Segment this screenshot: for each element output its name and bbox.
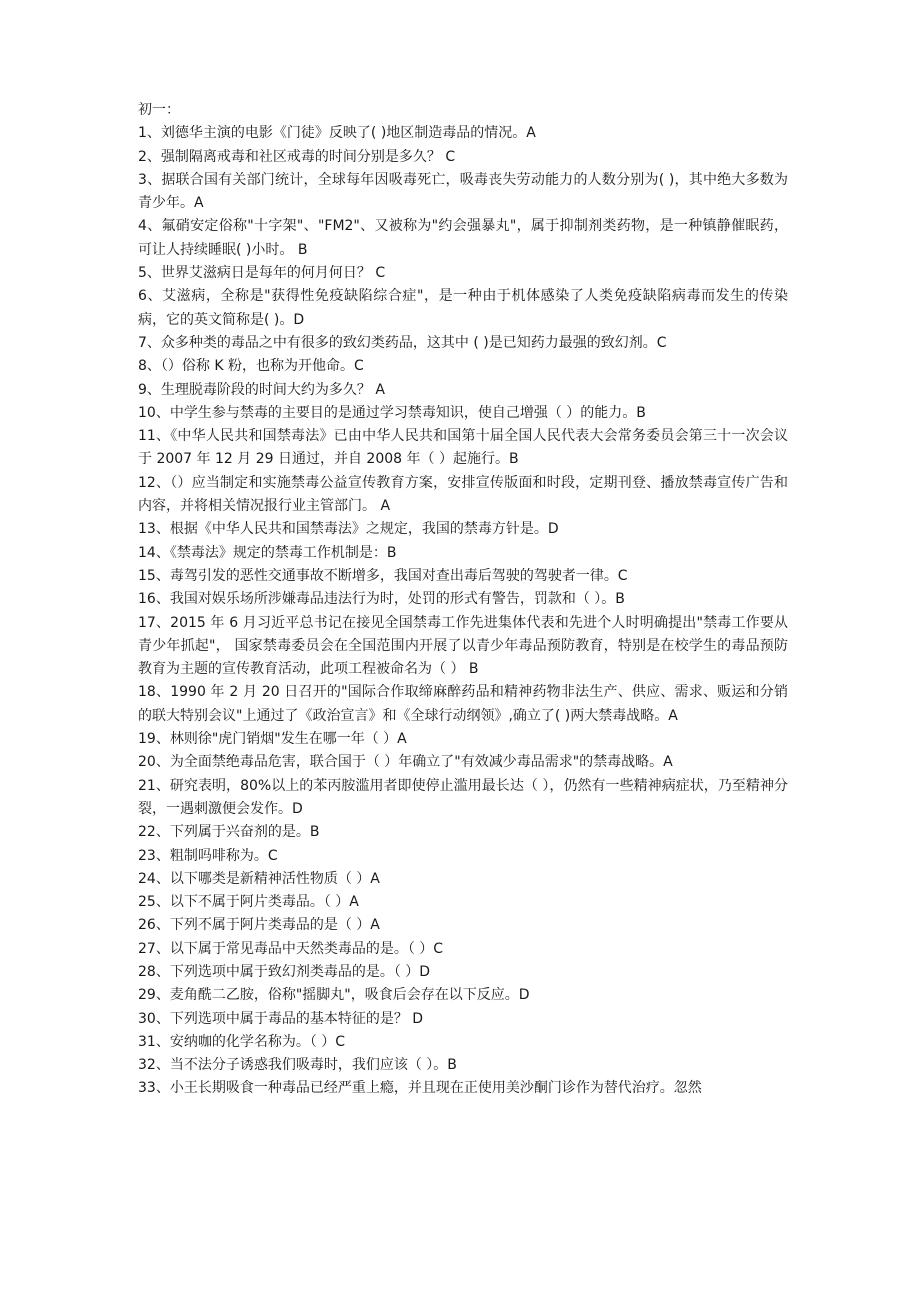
- question-18: 18、1990 年 2 月 20 日召开的"国际合作取缔麻醉药品和精神药物非法生产、供应、需求、贩运和分销的联大特别会议"上通过了《政治宣言》和《全球行动纲领》,确立了( )两大禁毒战略。A: [138, 684, 788, 724]
- question-31: 31、安纳咖的化学名称为。（ ）C: [138, 1033, 346, 1050]
- question-19: 19、林则徐"虎门销烟"发生在哪一年（ ）A: [138, 731, 407, 748]
- question-8: 8、（）俗称 K 粉，也称为开他命。C: [138, 358, 364, 375]
- question-28: 28、下列选项中属于致幻剂类毒品的是。（ ）D: [138, 963, 431, 980]
- question-22: 22、下列属于兴奋剂的是。B: [138, 824, 320, 841]
- question-32: 32、当不法分子诱惑我们吸毒时，我们应该（ ）。B: [138, 1057, 457, 1074]
- question-15: 15、毒驾引发的恶性交通事故不断增多，我国对查出毒后驾驶的驾驶者一律。C: [138, 567, 628, 584]
- question-27: 27、以下属于常见毒品中天然类毒品的是。（ ）C: [138, 940, 444, 957]
- question-11: 11、《中华人民共和国禁毒法》已由中华人民共和国第十届全国人民代表大会常务委员会第三十一次会议于 2007 年 12 月 29 日通过，并自 2008 年（ ）起施行。B: [138, 428, 788, 468]
- question-4: 4、氟硝安定俗称"十字架"、"FM2"、又被称为"约会强暴丸"，属于抑制剂类药物，是一种镇静催眠药，可让人持续睡眠( )小时。 B: [138, 218, 788, 258]
- question-21: 21、研究表明，80%以上的苯丙胺滥用者即使停止滥用最长达（ ），仍然有一些精神病症状，乃至精神分裂，一遇刺激便会发作。D: [138, 777, 788, 817]
- question-23: 23、粗制吗啡称为。C: [138, 847, 278, 864]
- question-3: 3、据联合国有关部门统计，全球每年因吸毒死亡，吸毒丧失劳动能力的人数分别为( )，其中绝大多数为青少年。A: [138, 171, 788, 212]
- question-16: 16、我国对娱乐场所涉嫌毒品违法行为时，处罚的形式有警告，罚款和（ ）。B: [138, 591, 625, 608]
- question-10: 10、中学生参与禁毒的主要目的是通过学习禁毒知识，使自己增强（ ）的能力。B: [138, 404, 646, 421]
- question-14: 14、《禁毒法》规定的禁毒工作机制是：B: [138, 544, 397, 561]
- question-26: 26、下列不属于阿片类毒品的是（ ）A: [138, 917, 380, 934]
- question-7: 7、众多种类的毒品之中有很多的致幻类药品，这其中 ( )是已知药力最强的致幻剂。C: [138, 334, 667, 351]
- document-heading: 初一：: [138, 102, 180, 118]
- question-13: 13、根据《中华人民共和国禁毒法》之规定，我国的禁毒方针是。D: [138, 521, 559, 538]
- question-25: 25、以下不属于阿片类毒品。（ ）A: [138, 894, 359, 911]
- question-2: 2、强制隔离戒毒和社区戒毒的时间分别是多久？ C: [138, 148, 456, 165]
- question-6: 6、艾滋病，全称是"获得性免疫缺陷综合症"，是一种由于机体感染了人类免疫缺陷病毒而发生的传染病，它的英文简称是( )。D: [138, 288, 788, 328]
- question-30: 30、下列选项中属于毒品的基本特征的是？ D: [138, 1010, 424, 1027]
- question-33: 33、小王长期吸食一种毒品已经严重上瘾，并且现在正使用美沙酮门诊作为替代治疗。忽然: [138, 1080, 702, 1097]
- document-body: [138, 99, 788, 1101]
- question-5: 5、世界艾滋病日是每年的何月何日？ C: [138, 265, 386, 282]
- question-17: 17、2015 年 6 月习近平总书记在接见全国禁毒工作先进集体代表和先进个人时明确提出"禁毒工作要从青少年抓起"， 国家禁毒委员会在全国范围内开展了以青少年毒品预防教育，特别是在校学生的毒品预防教育为主题的宣传教育活动，此项工程被命名为（ ） B: [138, 614, 788, 678]
- question-29: 29、麦角酰二乙胺，俗称"摇脚丸"，吸食后会存在以下反应。D: [138, 987, 530, 1004]
- question-12: 12、（）应当制定和实施禁毒公益宣传教育方案，安排宣传版面和时段，定期刊登、播放禁毒宣传广告和内容，并将相关情况报行业主管部门。 A: [138, 474, 788, 515]
- question-1: 1、刘德华主演的电影《门徒》反映了( )地区制造毒品的情况。A: [138, 125, 536, 142]
- question-9: 9、生理脱毒阶段的时间大约为多久？ A: [138, 381, 385, 398]
- question-24: 24、以下哪类是新精神活性物质（ ）A: [138, 870, 380, 887]
- question-20: 20、为全面禁绝毒品危害，联合国于（ ）年确立了"有效减少毒品需求"的禁毒战略。A: [138, 754, 673, 771]
